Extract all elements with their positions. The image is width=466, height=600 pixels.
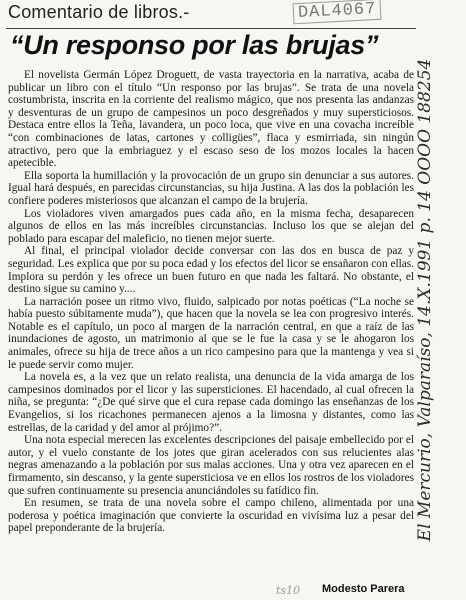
article-paragraph: Los violadores viven amargados pues cada año, en la misma fecha, desaparecen algunos de ellos en las más increíbles circunstancias. Incluso los que se alejan del poblado para escapar del maleficio, no tienen mejor suerte. (8, 207, 414, 245)
author-byline: Modesto Parera (322, 583, 405, 595)
article-paragraph: La novela es, a la vez que un relato realista, una denuncia de la vida amarga de los campesinos dominados por el licor y las supersticiones. El hacendado, al cual ofrecen la niña, se pregunta: “¿De qué sirve que el cura repase cada domingo las enseñanzas de los Evangelios, si los ricachones permanecen ajenos a la limosna y distantes, como las estrellas, de la caridad y del amor al prójimo?”. (8, 371, 414, 434)
handwritten-source-note: El Mercurio, Valparaíso, 14.X.1991 p. 14 ОООО 188254 (415, 58, 435, 542)
section-divider (6, 28, 416, 29)
archive-stamp (293, 0, 382, 23)
article-paragraph: El novelista Germán López Droguett, de vasta trayectoria en la narrativa, acaba de publicar un libro con el título “Un responso por las brujas”. Se trata de una novela costumbrista, inscrita en la corriente del realismo mágico, que nos presenta las andanzas y desventuras de un grupo de campesinos un poco desgreñados y muy supersticiosos. Destaca entre ellos la Teña, lavandera, un poco loca, que vive en una covacha increíble “con combinaciones de latas, cartones y colligües”, flaca y esmirriada, sin ningún atractivo, pero que la embriaguez y el escaso seso de los mozos locales la hacen apetecible. (8, 69, 414, 170)
article-paragraph: La narración posee un ritmo vivo, fluido, salpicado por notas poéticas (“La noche se había puesto súbitamente muda”), que hacen que la novela se lea con progresivo interés. Notable es el capítulo, un poco al margen de la narración central, en que a raíz de las inundaciones de agosto, un matrimonio al que se le fue la casa y se le ahogaron los animales, ofrece su hija de trece años a un rico campesino para que la mantenga y vea si le puede servir como mujer. (8, 295, 414, 371)
archive-stamp-code: DAL4067 (293, 0, 382, 24)
article-paragraph: En resumen, se trata de una novela sobre el campo chileno, alimentada por una poderosa y poética imaginación que convierte la oscuridad en vivísima luz a pesar del papel preponderante de la brujería. (8, 497, 414, 535)
article-paragraph: Ella soporta la humillación y la provocación de un grupo sin denunciar a sus autores. Igual hará después, en parecidas circunstancias, su hija Justina. A las dos la población les confiere poderes misteriosos que alcanzan el campo de la brujería. (8, 169, 414, 207)
article-paragraph: Una nota especial merecen las excelentes descripciones del paisaje embellecido por el autor, y el vuelo constante de los jotes que giran acelerados con sus relucientes alas negras amenazando a la población por sus malas acciones. Una y otra vez aparecen en el firmamento, sin descanso, y la gente supersticiosa ve en ellos los rostros de los violadores que sufren continuamente su presencia anunciándoles su fatídico fin. (8, 434, 414, 497)
article-paragraph: Al final, el principal violador decide conversar con las dos en busca de paz y seguridad. Les explica que por su poca edad y los efectos del licor se ensañaron con ellas. Implora su perdón y les ofrece un buen futuro en que nada les faltará. No obstante, el destino sigue su camino y.... (8, 245, 414, 296)
article-headline: “Un responso por las brujas” (10, 30, 379, 60)
article-body (8, 69, 414, 535)
section-title: Comentario de libros.- (8, 2, 190, 22)
handwritten-mark: ts10 (276, 584, 301, 597)
